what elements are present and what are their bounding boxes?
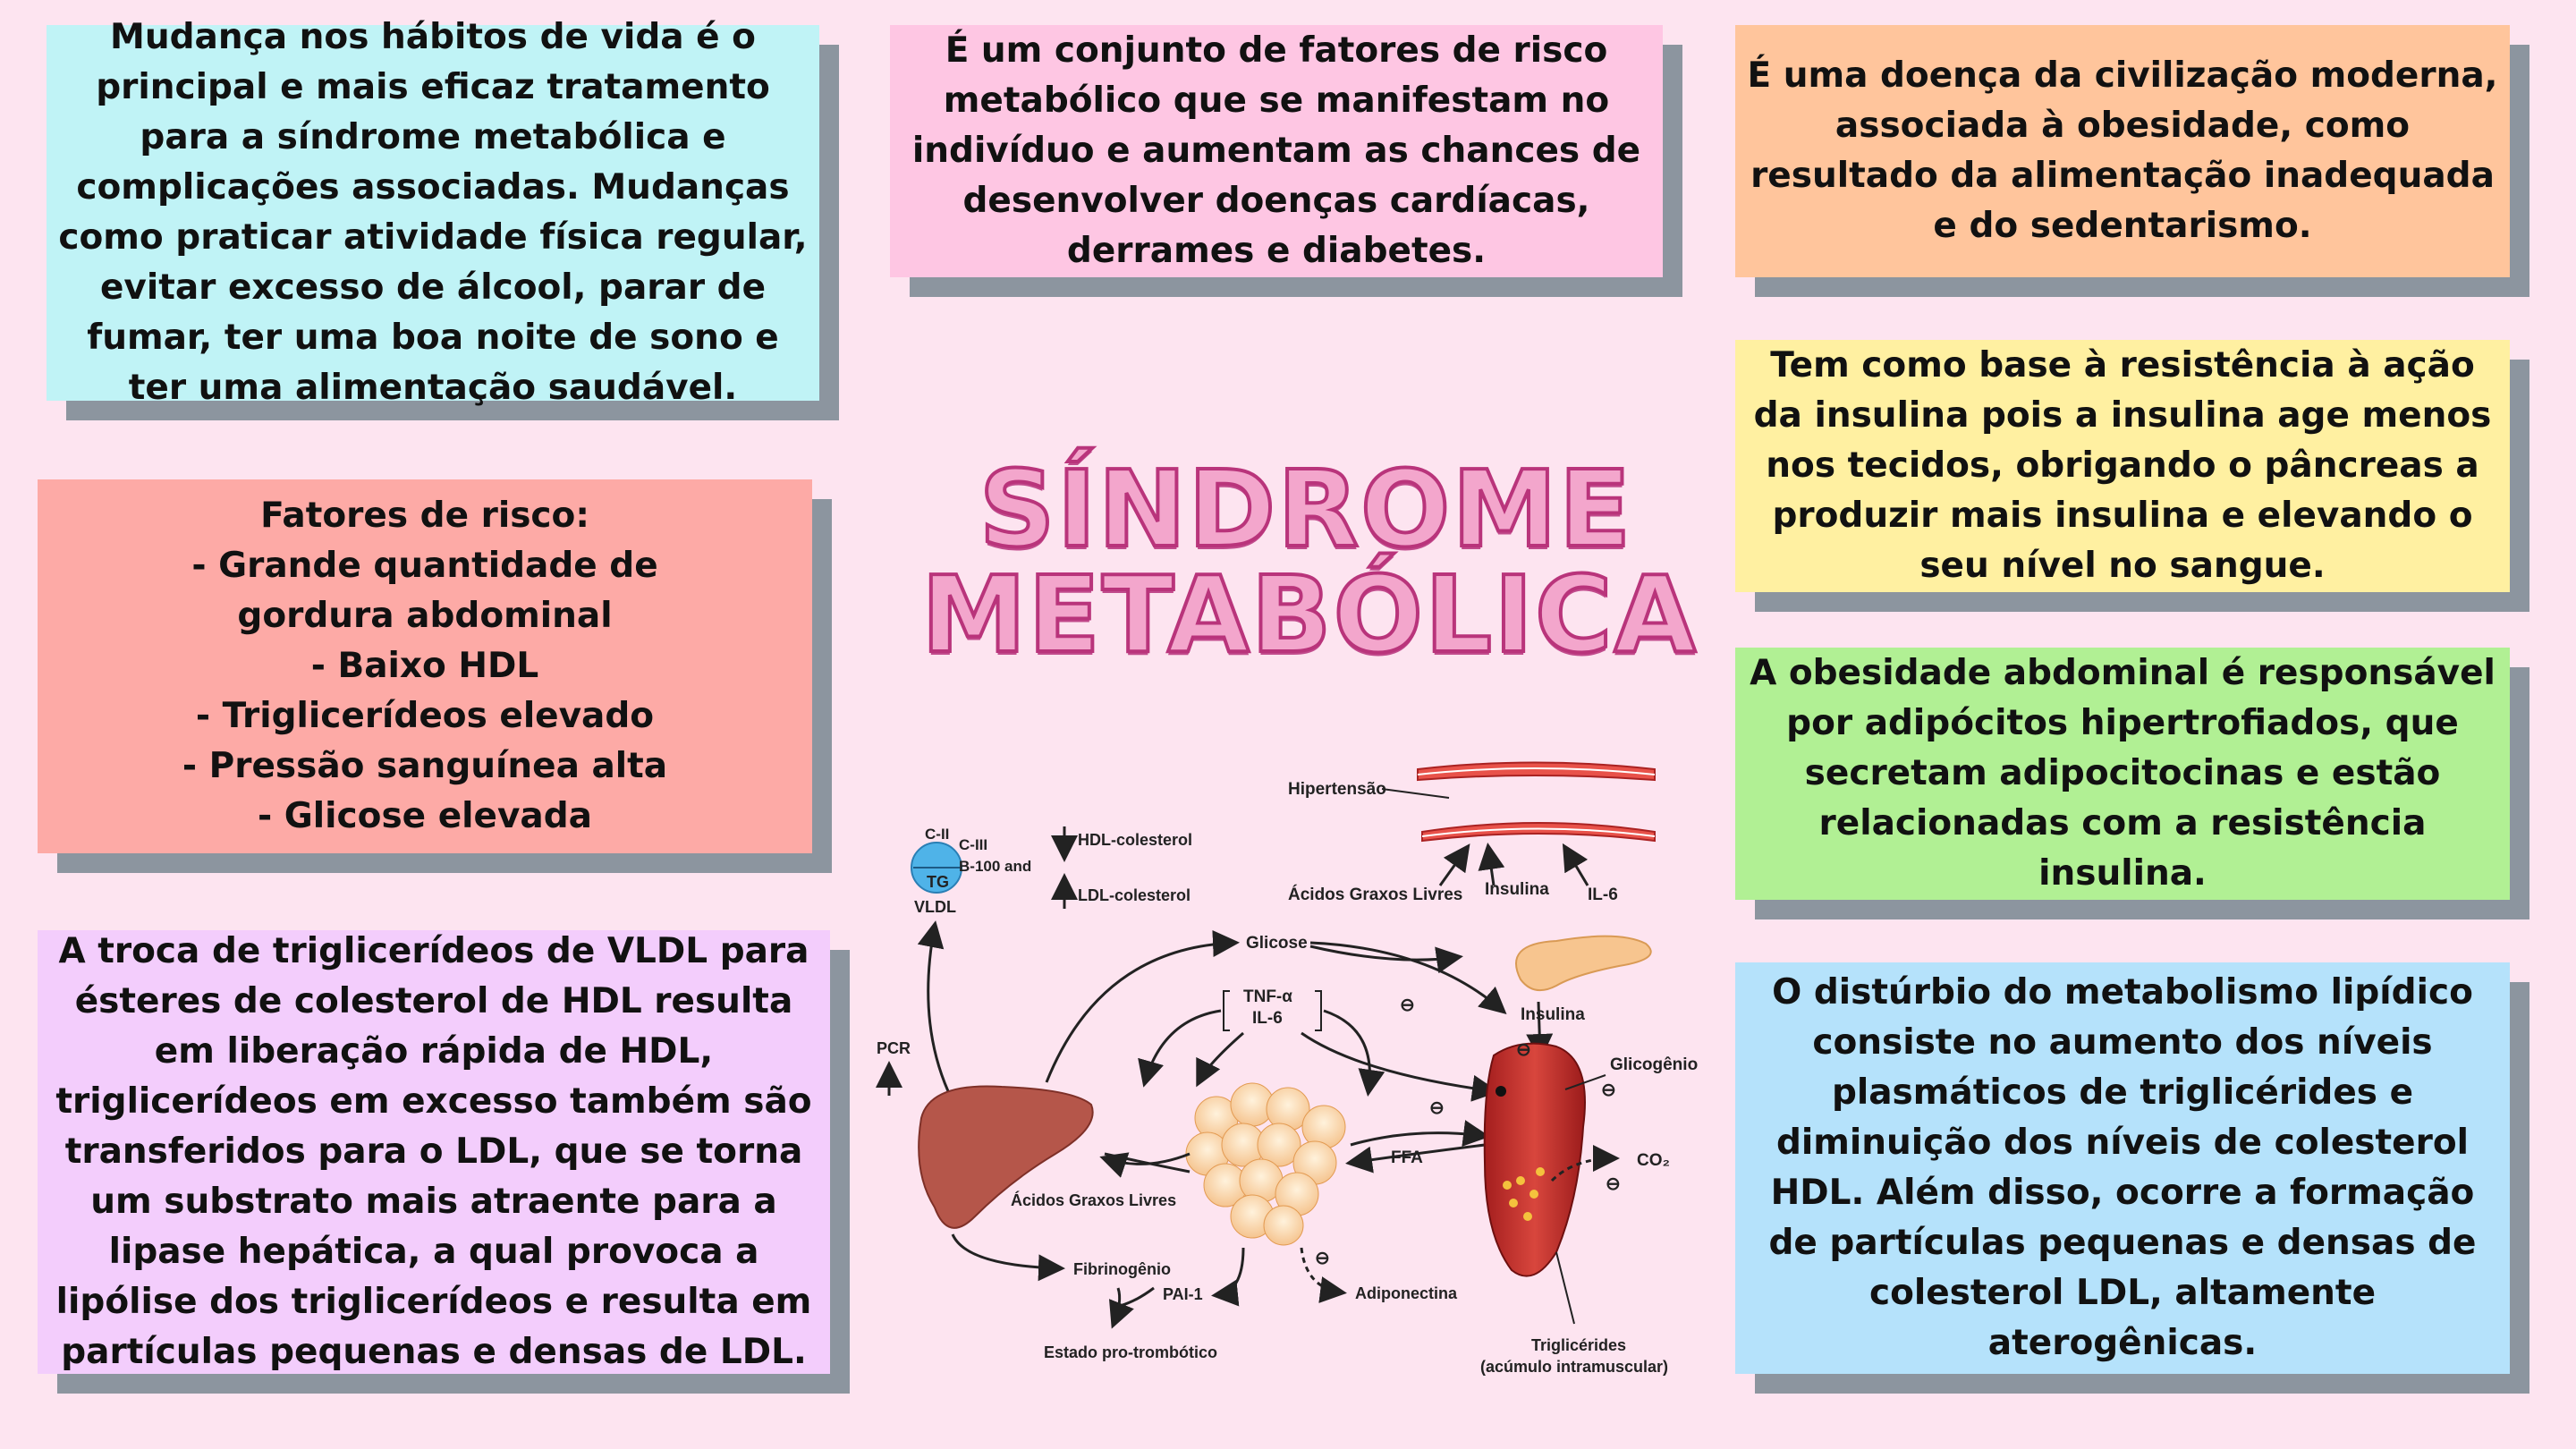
minus-icon: ⊖ (1429, 1098, 1445, 1118)
title-line-2: METABÓLICA (921, 553, 1698, 676)
label-tg: TG (927, 873, 949, 891)
pancreas-icon (1516, 936, 1651, 990)
lipid-disorder-text: O distúrbio do metabolismo lipídico consiste no aumento dos níveis plasmáticos de triglicérides e diminuição dos níveis de colesterol HDL. Além disso, ocorre a formação de partículas pequenas e densas de colesterol LDL, altamente aterogênicas. (1768, 972, 2477, 1363)
label-trigli-2: (acúmulo intramuscular) (1480, 1358, 1669, 1376)
label-insulina-mid: Insulina (1521, 1005, 1585, 1024)
label-fibrinogenio: Fibrinogênio (1073, 1260, 1171, 1278)
metabolic-syndrome-diagram (877, 751, 1699, 1395)
minus-icon: ⊖ (1516, 1040, 1531, 1060)
risk-factor-item: - Triglicerídeos elevado (195, 696, 655, 736)
label-estado: Estado pro-trombótico (1044, 1343, 1217, 1361)
card-lipid-disorder (1735, 962, 2510, 1374)
risk-factor-item: gordura abdominal (237, 596, 613, 636)
minus-icon: ⊖ (1601, 1080, 1616, 1100)
triglyceride-exchange-text: A troca de triglicerídeos de VLDL para ésteres de colesterol de HDL resulta em liberação rápida de HDL, triglicerídeos em excesso também são transferidos para o LDL, que se torna um substrato mais atraente para a lipase hepática, a qual provoca a lipólise dos triglicerídeos e resulta em partículas pequenas e densas de LDL. (55, 931, 812, 1372)
label-glicose: Glicose (1246, 934, 1308, 953)
label-vldl: VLDL (914, 898, 956, 916)
risk-factor-item: - Baixo HDL (310, 646, 539, 686)
label-trigli-1: Triglicérides (1531, 1336, 1627, 1354)
card-triglyceride-exchange (38, 930, 830, 1374)
label-pcr: PCR (877, 1039, 911, 1057)
label-acidos-graxos-top: Ácidos Graxos Livres (1288, 886, 1463, 904)
card-obesity (1735, 648, 2510, 900)
card-lifestyle (47, 17, 819, 408)
label-ldl: LDL-colesterol (1078, 886, 1191, 904)
label-il6-mid: IL-6 (1252, 1009, 1283, 1028)
obesity-text: A obesidade abdominal é responsável por adipócitos hipertrofiados, que secretam adipocitocinas e estão relacionadas com a resistência insulina. (1750, 653, 2496, 894)
label-il6-top: IL-6 (1588, 886, 1618, 904)
minus-icon: ⊖ (1606, 1174, 1621, 1194)
label-ffa: FFA (1391, 1148, 1423, 1167)
muscle-icon (1485, 1044, 1585, 1276)
label-glicogenio: Glicogênio (1610, 1055, 1699, 1074)
card-insulin-resistance (1735, 340, 2510, 592)
definition-text: É um conjunto de fatores de risco metabólico que se manifestam no indivíduo e aumentam as chances de desenvolver doenças cardíacas, derrames e diabetes. (911, 30, 1641, 271)
card-definition (890, 25, 1663, 277)
insulin-resistance-text: Tem como base à resistência à ação da insulina pois a insulina age menos nos tecidos, obrigando o pâncreas a produzir mais insulina e elevando o seu nível no sangue. (1753, 345, 2492, 586)
card-risk-factors (38, 479, 812, 853)
card-civilization (1735, 25, 2510, 277)
label-pai1: PAI-1 (1163, 1285, 1203, 1303)
risk-factor-item: - Grande quantidade de (191, 546, 658, 586)
label-insulina-top: Insulina (1485, 880, 1549, 899)
title-line-1: SÍNDROME (979, 447, 1633, 571)
label-ciii: C-III (959, 836, 988, 853)
risk-factor-item: - Glicose elevada (258, 796, 592, 836)
civilization-text: É uma doença da civilização moderna, associada à obesidade, como resultado da alimentação inadequada e do sedentarismo. (1747, 55, 2498, 246)
label-co2: CO₂ (1637, 1151, 1670, 1170)
label-adiponectina: Adiponectina (1355, 1284, 1458, 1302)
risk-factors-heading: Fatores de risco: (260, 496, 589, 536)
blood-vessel-icon (1418, 763, 1655, 842)
label-cii: C-II (925, 826, 950, 843)
label-hdl: HDL-colesterol (1078, 831, 1193, 849)
lifestyle-text: Mudança nos hábitos de vida é o principal e mais eficaz tratamento para a síndrome metabólica e complicações associadas. Mudanças como praticar atividade física regular, evitar excesso de álcool, parar de fumar, ter uma boa noite de sono e ter uma alimentação saudável. (58, 17, 808, 408)
label-hipertensao: Hipertensão (1288, 780, 1386, 799)
risk-factor-item: - Pressão sanguínea alta (182, 746, 668, 786)
minus-icon: ⊖ (1400, 996, 1415, 1015)
label-tnf: TNF-α (1243, 987, 1292, 1006)
label-acidos-graxos-mid: Ácidos Graxos Livres (1011, 1191, 1177, 1209)
adipose-tissue-icon (1186, 1083, 1345, 1245)
page-title (921, 447, 1698, 676)
minus-icon: ⊖ (1315, 1249, 1330, 1268)
label-b100: B-100 and (959, 858, 1032, 875)
